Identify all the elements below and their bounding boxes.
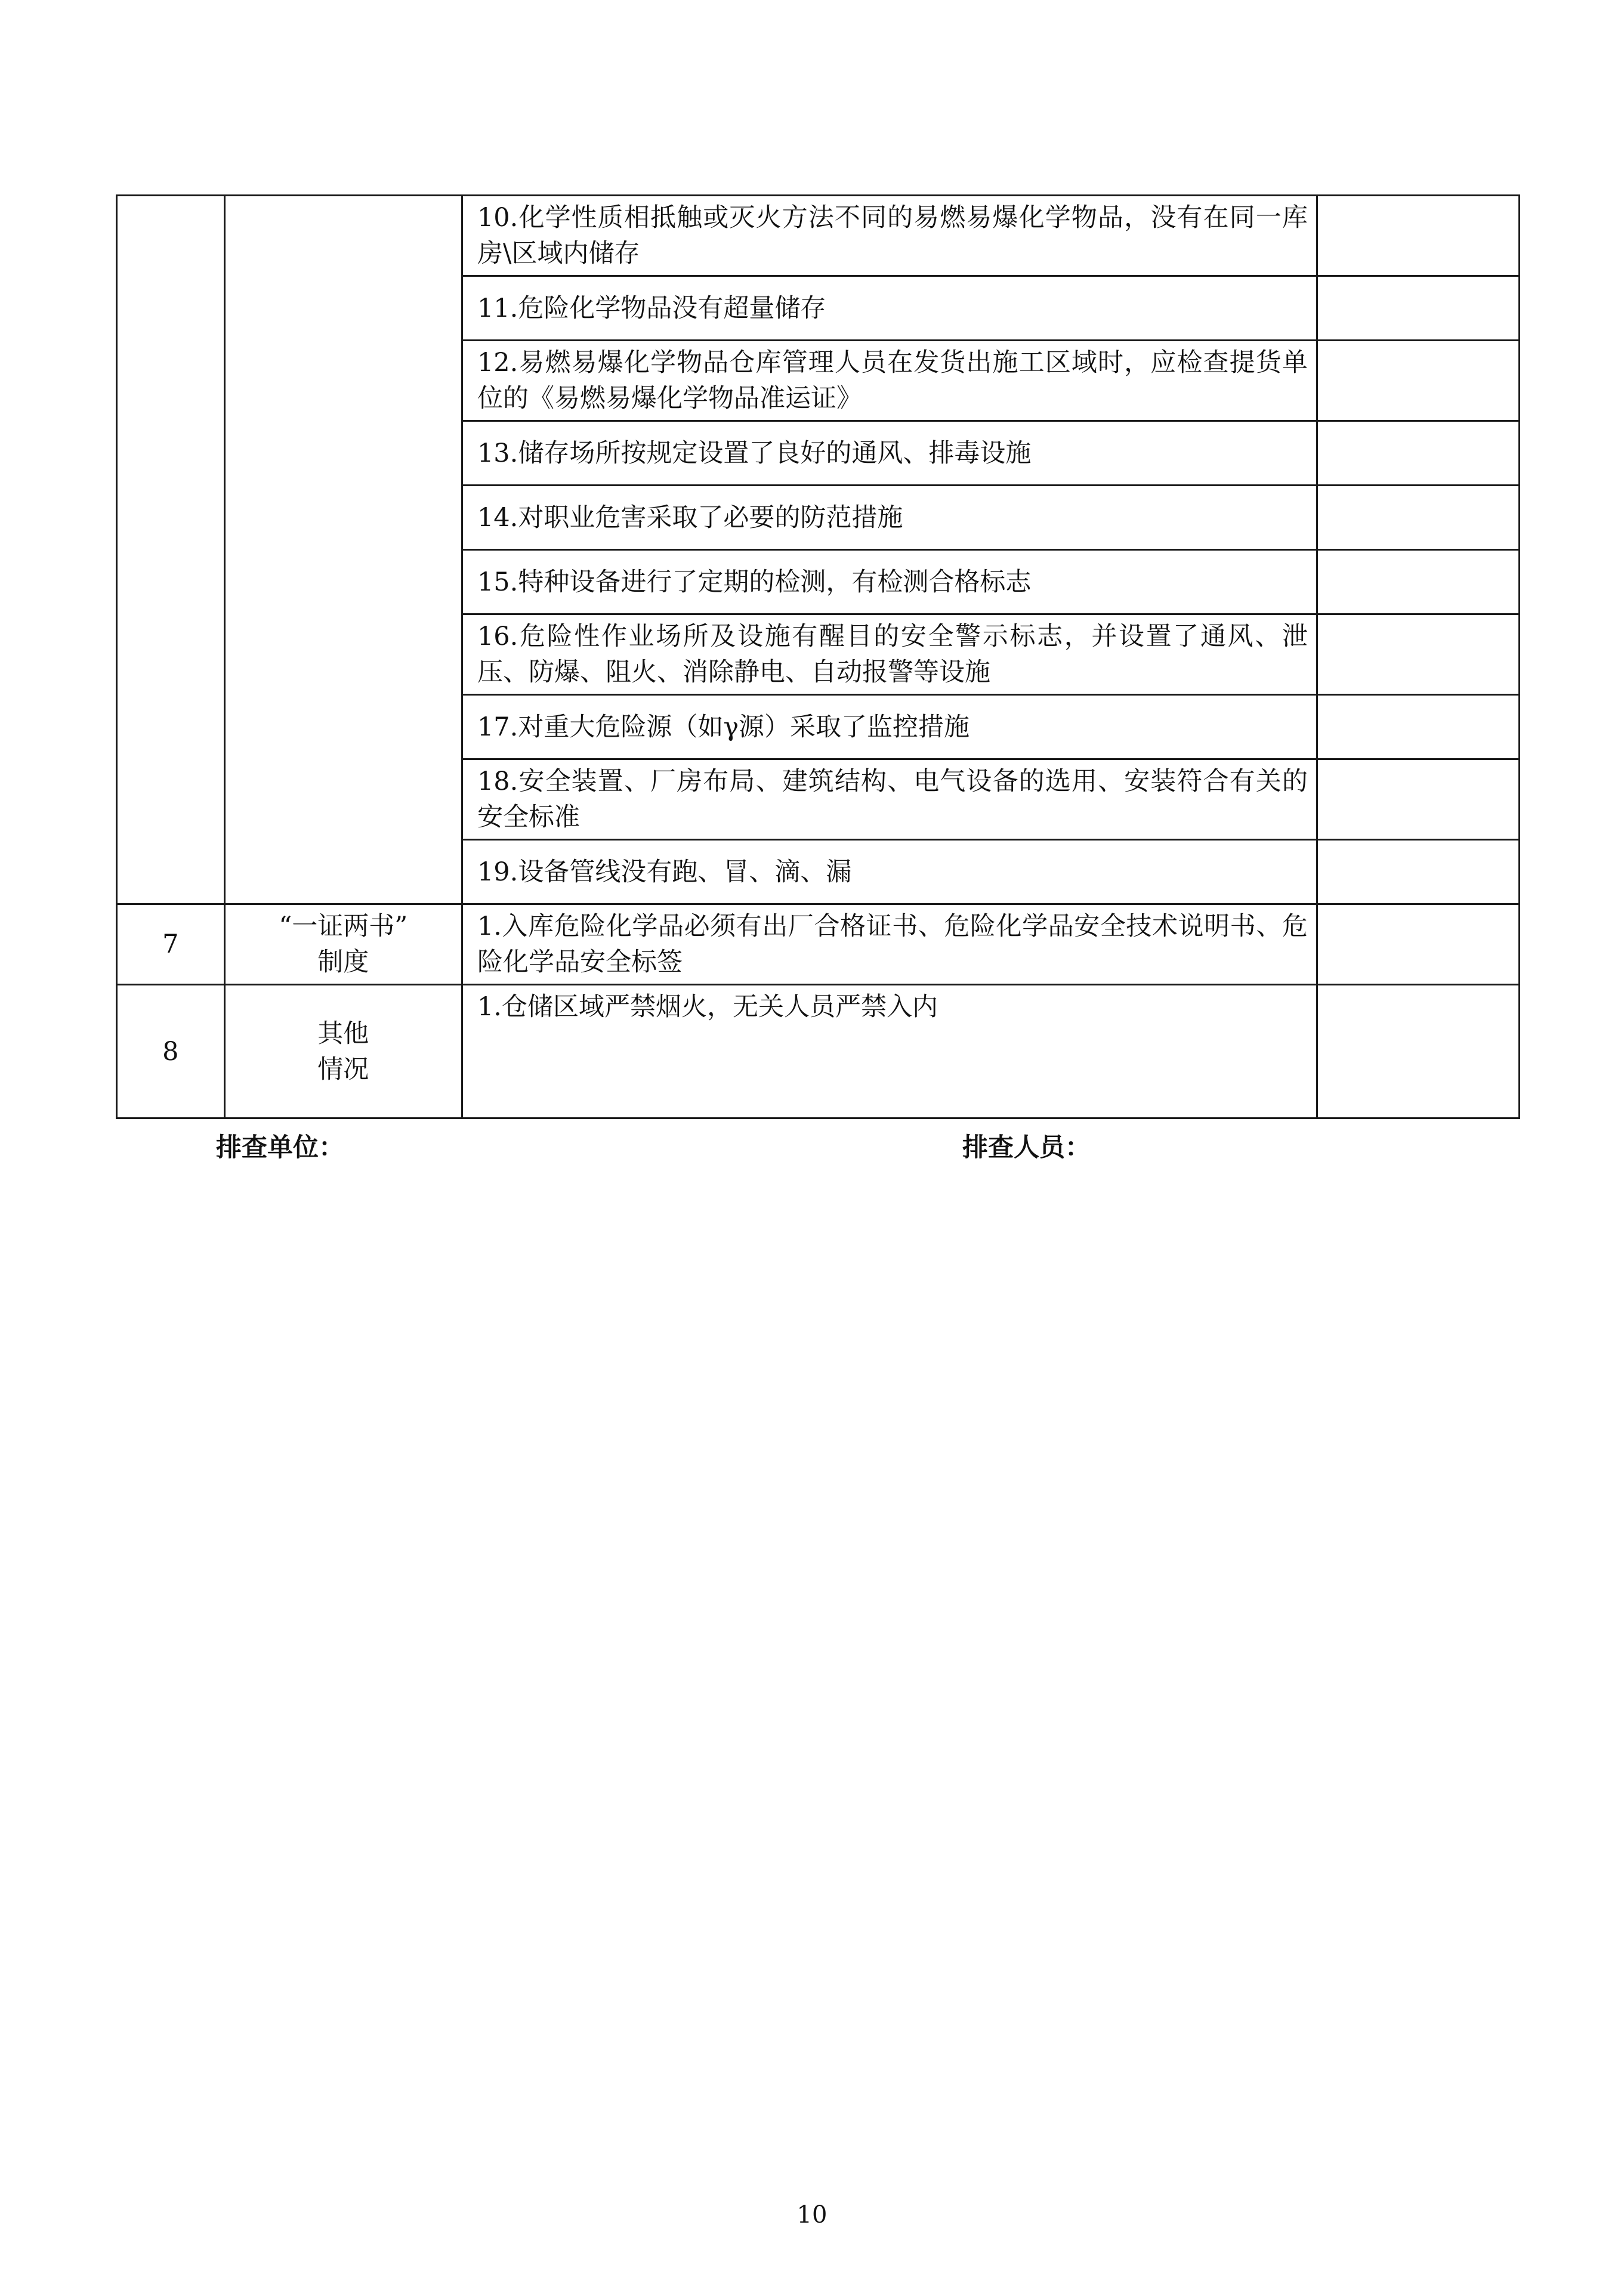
inspector-label: 排查人员：: [962, 1133, 1091, 1163]
result-cell: [1317, 840, 1519, 904]
result-cell: [1317, 196, 1519, 276]
result-cell: [1317, 904, 1519, 985]
result-cell: [1317, 759, 1519, 840]
check-content-cell: 11.危险化学物品没有超量储存: [462, 276, 1317, 341]
result-cell: [1317, 276, 1519, 341]
section-item-line: 其他: [317, 1018, 369, 1049]
result-cell: [1317, 486, 1519, 550]
check-content-cell: 10.化学性质相抵触或灭火方法不同的易燃易爆化学物品，没有在同一库房\区域内储存: [462, 196, 1317, 276]
result-cell: [1317, 421, 1519, 486]
result-cell: [1317, 341, 1519, 421]
section-item-cell: [224, 904, 462, 985]
section-item-cell: [224, 985, 462, 1118]
result-cell: [1317, 985, 1519, 1118]
check-content-cell: 1.入库危险化学品必须有出厂合格证书、危险化学品安全技术说明书、危险化学品安全标签: [462, 904, 1317, 985]
result-cell: [1317, 695, 1519, 759]
check-content-cell: 16.危险性作业场所及设施有醒目的安全警示标志，并设置了通风、泄压、防爆、阻火、消除静电、自动报警等设施: [462, 614, 1317, 695]
section-number-cell: 8: [117, 985, 225, 1118]
table-row-section-7: [117, 904, 1520, 985]
section-item-line: “一证两书”: [279, 911, 408, 941]
result-cell: [1317, 614, 1519, 695]
check-content-cell: 18.安全装置、厂房布局、建筑结构、电气设备的选用、安装符合有关的安全标准: [462, 759, 1317, 840]
check-content-cell: 12.易燃易爆化学物品仓库管理人员在发货出施工区域时，应检查提货单位的《易燃易爆化学物品准运证》: [462, 341, 1317, 421]
item-cell-continued: [224, 196, 462, 904]
section-item-line: 制度: [317, 947, 369, 977]
inspection-checklist-table: [116, 194, 1520, 1119]
check-content-cell: 19.设备管线没有跑、冒、滴、漏: [462, 840, 1317, 904]
section-number-cell: 7: [117, 904, 225, 985]
number-cell-continued: [117, 196, 225, 904]
check-content-cell: 1.仓储区域严禁烟火，无关人员严禁入内: [462, 985, 1317, 1118]
table-row: [117, 196, 1520, 276]
page-number: 10: [796, 2201, 828, 2229]
table-row-section-8: [117, 985, 1520, 1118]
check-content-cell: 13.储存场所按规定设置了良好的通风、排毒设施: [462, 421, 1317, 486]
result-cell: [1317, 550, 1519, 614]
section-item-line: 情况: [317, 1054, 369, 1084]
check-content-cell: 17.对重大危险源（如γ源）采取了监控措施: [462, 695, 1317, 759]
check-content-cell: 14.对职业危害采取了必要的防范措施: [462, 486, 1317, 550]
check-content-cell: 15.特种设备进行了定期的检测，有检测合格标志: [462, 550, 1317, 614]
inspection-unit-label: 排查单位：: [216, 1133, 344, 1163]
